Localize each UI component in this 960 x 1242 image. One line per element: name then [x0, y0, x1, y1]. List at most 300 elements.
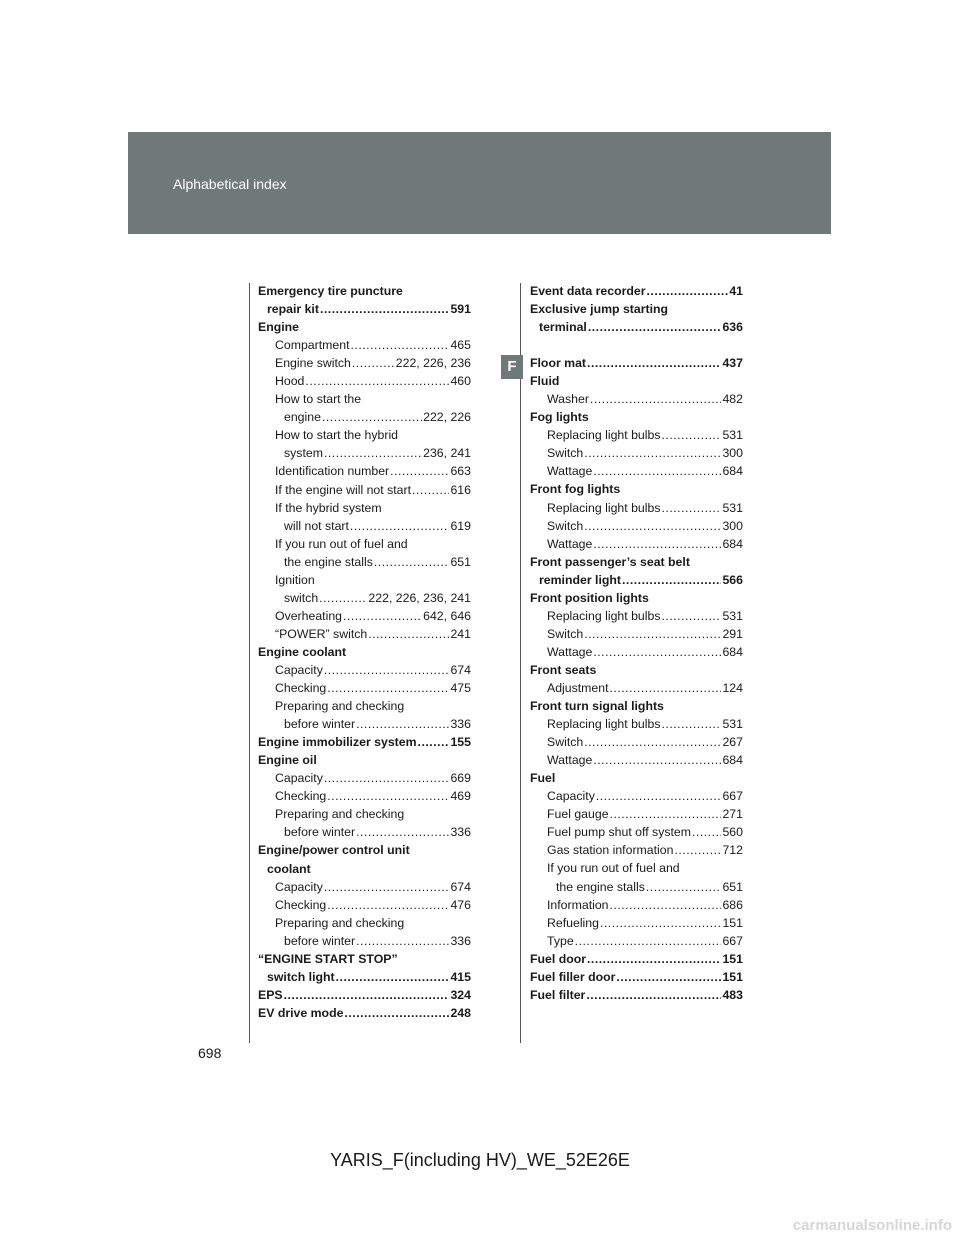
dot-leader: [610, 805, 722, 823]
entry-row: [547, 896, 743, 914]
index-entry: [258, 318, 471, 336]
dot-leader: [324, 444, 422, 462]
entry-row: [275, 408, 471, 426]
dot-leader: [584, 733, 721, 751]
index-entry: [530, 480, 743, 498]
dot-leader: [320, 300, 450, 318]
dot-leader: [368, 625, 449, 643]
entry-row: [275, 517, 471, 535]
entry-page-ref[interactable]: 476: [450, 897, 471, 912]
index-column-right: [530, 282, 743, 1004]
entry-line: If you run out of fuel and: [275, 536, 408, 551]
document-footer: YARIS_F(including HV)_WE_52E26E: [330, 1150, 630, 1170]
dot-leader: [622, 571, 721, 589]
dot-leader: [412, 481, 449, 499]
entry-row: [275, 462, 471, 480]
entry-term: Capacity: [275, 662, 323, 677]
index-subentry: [530, 896, 743, 914]
entry-term: Fuel filler door: [530, 969, 616, 984]
dot-leader: [284, 986, 450, 1004]
entry-row: [275, 679, 471, 697]
index-subentry: [530, 444, 743, 462]
dot-leader: [327, 679, 449, 697]
index-subentry: [530, 499, 743, 517]
entry-row: [258, 968, 471, 986]
index-subentry: [258, 787, 471, 805]
entry-row: [547, 390, 743, 408]
dot-leader: [352, 354, 395, 372]
entry-row: [258, 300, 471, 318]
index-entry: [530, 661, 743, 679]
entry-term: Fuel filter: [530, 987, 586, 1002]
dot-leader: [336, 968, 450, 986]
entry-term: Event data recorder: [530, 284, 646, 298]
entry-term: Washer: [547, 392, 589, 407]
entry-page-ref[interactable]: 619: [450, 518, 471, 533]
entry-term: Switch: [547, 518, 584, 533]
entry-page-ref[interactable]: 267: [722, 735, 743, 750]
dot-leader: [593, 751, 721, 769]
index-spacer: [530, 336, 743, 354]
index-entry: [530, 950, 743, 968]
entry-page-ref[interactable]: 222, 226, 236, 241: [368, 590, 471, 605]
entry-term: Switch: [547, 735, 584, 750]
page-number: 698: [198, 1045, 222, 1061]
entry-row: [530, 571, 743, 589]
entry-row: [275, 481, 471, 499]
entry-term: Engine immobilizer system: [258, 735, 417, 750]
index-entry: [258, 841, 471, 877]
index-subentry: [258, 426, 471, 462]
dot-leader: [356, 823, 449, 841]
index-subentry: [258, 336, 471, 354]
entry-row: [530, 986, 743, 1004]
entry-term: If the engine will not start: [275, 482, 412, 497]
entry-term: switch: [284, 590, 319, 605]
entry-page-ref[interactable]: 124: [722, 680, 743, 695]
entry-row: [258, 860, 471, 878]
entry-term: Capacity: [547, 789, 595, 804]
index-subentry: [258, 390, 471, 426]
entry-row: [275, 444, 471, 462]
entry-term: Hood: [275, 374, 305, 389]
entry-row: [275, 896, 471, 914]
dot-leader: [584, 625, 721, 643]
entry-term: coolant: [267, 861, 311, 876]
entry-page-ref[interactable]: 667: [722, 789, 743, 804]
entry-row: [530, 769, 743, 787]
dot-leader: [351, 336, 450, 354]
index-subentry: [530, 733, 743, 751]
entry-row: [275, 932, 471, 950]
entry-term: Fog lights: [530, 410, 589, 425]
index-subentry: [530, 643, 743, 661]
entry-row: [258, 1004, 471, 1022]
entry-page-ref[interactable]: 482: [722, 392, 743, 407]
entry-term: Front turn signal lights: [530, 699, 664, 714]
entry-row: [275, 715, 471, 733]
entry-row: [530, 480, 743, 498]
entry-page-ref[interactable]: 241: [450, 626, 471, 641]
entry-term: before winter: [284, 933, 356, 948]
section-header: [128, 132, 831, 234]
index-entry: [258, 950, 471, 986]
index-subentry: [258, 571, 471, 607]
entry-term: Engine: [258, 320, 299, 335]
entry-term: Wattage: [547, 753, 593, 768]
entry-page-ref[interactable]: 531: [722, 608, 743, 623]
index-entry: [258, 643, 471, 661]
entry-term: Refueling: [547, 915, 599, 930]
right-column-rule: [520, 283, 521, 1043]
dot-leader: [344, 1004, 449, 1022]
entry-page-ref[interactable]: 483: [722, 987, 743, 1002]
entry-page-ref[interactable]: 560: [722, 825, 743, 840]
entry-row: [258, 986, 471, 1004]
index-entry: [530, 282, 743, 300]
dot-leader: [590, 390, 722, 408]
entry-row: [547, 805, 743, 823]
entry-page-ref[interactable]: 684: [722, 753, 743, 768]
index-subentry: [258, 697, 471, 733]
entry-term: system: [284, 446, 323, 461]
entry-term: Capacity: [275, 771, 323, 786]
dot-leader: [584, 444, 721, 462]
index-subentry: [530, 517, 743, 535]
entry-row: [275, 354, 471, 372]
entry-page-ref[interactable]: 712: [722, 843, 743, 858]
entry-page-ref[interactable]: 636: [722, 320, 743, 335]
dot-leader: [350, 517, 450, 535]
dot-leader: [418, 733, 450, 751]
entry-line: Ignition: [275, 572, 315, 587]
index-subentry: [530, 607, 743, 625]
index-subentry: [258, 878, 471, 896]
entry-page-ref[interactable]: 465: [450, 338, 471, 353]
dot-leader: [575, 932, 722, 950]
entry-row: [547, 462, 743, 480]
index-subentry: [258, 462, 471, 480]
entry-page-ref[interactable]: 674: [450, 879, 471, 894]
entry-page-ref[interactable]: 291: [722, 626, 743, 641]
index-subentry: [258, 896, 471, 914]
entry-page-ref[interactable]: 437: [722, 356, 743, 371]
entry-row: [547, 444, 743, 462]
index-subentry: [258, 769, 471, 787]
entry-row: [530, 661, 743, 679]
dot-leader: [661, 426, 721, 444]
entry-row: [258, 318, 471, 336]
index-entry: [258, 751, 471, 769]
entry-row: [547, 823, 743, 841]
dot-leader: [616, 968, 721, 986]
index-subentry: [530, 823, 743, 841]
entry-page-ref[interactable]: 651: [722, 879, 743, 894]
entry-page-ref[interactable]: 155: [450, 735, 471, 750]
entry-term: Replacing light bulbs: [547, 717, 661, 732]
dot-leader: [319, 589, 367, 607]
entry-line: How to start the: [275, 392, 362, 407]
entry-row: [547, 841, 743, 859]
entry-page-ref[interactable]: 667: [722, 933, 743, 948]
index-subentry: [530, 535, 743, 553]
entry-term: before winter: [284, 717, 356, 732]
entry-page-ref[interactable]: 336: [450, 933, 471, 948]
index-subentry: [530, 859, 743, 895]
index-subentry: [530, 805, 743, 823]
entry-row: [547, 535, 743, 553]
dot-leader: [646, 878, 722, 896]
entry-page-ref[interactable]: 642, 646: [423, 608, 471, 623]
index-subentry: [530, 715, 743, 733]
entry-term: EPS: [258, 987, 283, 1002]
index-subentry: [530, 426, 743, 444]
entry-term: Capacity: [275, 879, 323, 894]
entry-row: [275, 625, 471, 643]
dot-leader: [647, 282, 729, 300]
entry-term: Engine coolant: [258, 644, 347, 659]
index-subentry: [258, 625, 471, 643]
entry-page-ref[interactable]: 300: [722, 446, 743, 461]
entry-row: [530, 950, 743, 968]
dot-leader: [692, 823, 721, 841]
entry-term: Gas station information: [547, 843, 674, 858]
index-entry: [530, 986, 743, 1004]
entry-page-ref[interactable]: 222, 226: [423, 410, 471, 425]
entry-term: Engine switch: [275, 356, 351, 371]
entry-page-ref[interactable]: 684: [722, 536, 743, 551]
entry-line: Preparing and checking: [275, 915, 405, 930]
entry-page-ref[interactable]: 616: [450, 482, 471, 497]
entry-term: the engine stalls: [284, 554, 373, 569]
entry-page-ref[interactable]: 686: [722, 897, 743, 912]
entry-term: Front fog lights: [530, 482, 621, 497]
entry-row: [530, 697, 743, 715]
entry-term: Fuel gauge: [547, 807, 609, 822]
entry-row: [530, 408, 743, 426]
entry-row: [275, 661, 471, 679]
dot-leader: [661, 715, 721, 733]
dot-leader: [305, 372, 449, 390]
entry-row: [547, 679, 743, 697]
entry-page-ref[interactable]: 531: [722, 428, 743, 443]
index-subentry: [530, 462, 743, 480]
dot-leader: [324, 878, 450, 896]
entry-term: Wattage: [547, 536, 593, 551]
index-entry: [530, 553, 743, 589]
dot-leader: [343, 607, 422, 625]
dot-leader: [356, 932, 449, 950]
dot-leader: [586, 986, 721, 1004]
entry-row: [547, 715, 743, 733]
entry-row: [530, 372, 743, 390]
entry-page-ref[interactable]: 531: [722, 500, 743, 515]
index-subentry: [258, 372, 471, 390]
entry-page-ref[interactable]: 475: [450, 681, 471, 696]
entry-term: Front seats: [530, 662, 597, 677]
dot-leader: [587, 354, 721, 372]
index-subentry: [258, 914, 471, 950]
dot-leader: [324, 661, 450, 679]
index-subentry: [258, 607, 471, 625]
entry-page-ref[interactable]: 674: [450, 662, 471, 677]
dot-leader: [390, 462, 449, 480]
entry-page-ref[interactable]: 236, 241: [423, 446, 471, 461]
entry-row: [275, 878, 471, 896]
index-entry: [258, 1004, 471, 1022]
dot-leader: [587, 950, 721, 968]
entry-page-ref[interactable]: 591: [450, 302, 471, 317]
entry-page-ref[interactable]: 248: [450, 1005, 471, 1020]
index-entry: [530, 968, 743, 986]
entry-row: [547, 751, 743, 769]
entry-page-ref[interactable]: 336: [450, 717, 471, 732]
index-subentry: [530, 679, 743, 697]
entry-term: Switch: [547, 626, 584, 641]
entry-term: switch light: [267, 969, 335, 984]
entry-page-ref[interactable]: 566: [722, 572, 743, 587]
index-entry: [258, 282, 471, 318]
entry-row: [530, 589, 743, 607]
dot-leader: [588, 318, 722, 336]
index-entry: [258, 733, 471, 751]
entry-line: If you run out of fuel and: [547, 861, 680, 876]
entry-line: “ENGINE START STOP”: [258, 951, 398, 966]
entry-page-ref[interactable]: 336: [450, 825, 471, 840]
entry-line: Front passenger’s seat belt: [530, 554, 690, 569]
entry-page-ref[interactable]: 151: [722, 969, 743, 984]
entry-term: Fluid: [530, 374, 560, 389]
entry-term: repair kit: [267, 302, 319, 317]
entry-page-ref[interactable]: 41: [729, 284, 743, 298]
entry-row: [275, 589, 471, 607]
index-subentry: [530, 625, 743, 643]
entry-term: before winter: [284, 825, 356, 840]
index-subentry: [530, 841, 743, 859]
index-subentry: [258, 481, 471, 499]
entry-row: [530, 968, 743, 986]
entry-row: [547, 733, 743, 751]
index-column-left: [258, 282, 471, 1022]
entry-page-ref[interactable]: 324: [450, 987, 471, 1002]
entry-row: [275, 553, 471, 571]
entry-row: [547, 643, 743, 661]
dot-leader: [584, 517, 721, 535]
entry-term: Wattage: [547, 464, 593, 479]
entry-page-ref[interactable]: 684: [722, 644, 743, 659]
dot-leader: [356, 715, 449, 733]
entry-row: [530, 354, 743, 372]
entry-term: EV drive mode: [258, 1005, 344, 1020]
entry-term: Wattage: [547, 644, 593, 659]
entry-page-ref[interactable]: 669: [450, 771, 471, 786]
entry-page-ref[interactable]: 460: [450, 374, 471, 389]
index-entry: [530, 372, 743, 390]
entry-term: Floor mat: [530, 356, 587, 371]
entry-term: Replacing light bulbs: [547, 500, 661, 515]
entry-term: Front position lights: [530, 590, 649, 605]
index-entry: [530, 697, 743, 715]
dot-leader: [327, 896, 449, 914]
index-entry: [258, 986, 471, 1004]
entry-page-ref[interactable]: 222, 226, 236: [395, 356, 471, 371]
entry-page-ref[interactable]: 415: [450, 969, 471, 984]
entry-term: Engine oil: [258, 753, 317, 768]
entry-row: [547, 499, 743, 517]
entry-term: will not start: [284, 518, 349, 533]
entry-term: Identification number: [275, 464, 390, 479]
entry-term: “POWER” switch: [275, 626, 368, 641]
entry-page-ref[interactable]: 271: [722, 807, 743, 822]
index-subentry: [530, 932, 743, 950]
entry-row: [275, 372, 471, 390]
entry-row: [547, 426, 743, 444]
dot-leader: [593, 535, 721, 553]
entry-term: Checking: [275, 897, 327, 912]
entry-term: Compartment: [275, 338, 350, 353]
entry-term: the engine stalls: [556, 879, 645, 894]
dot-leader: [596, 787, 722, 805]
entry-line: Exclusive jump starting: [530, 302, 669, 317]
entry-term: Information: [547, 897, 609, 912]
entry-page-ref[interactable]: 151: [722, 951, 743, 966]
dot-leader: [374, 553, 450, 571]
entry-line: If the hybrid system: [275, 500, 382, 515]
index-entry: [530, 769, 743, 787]
entry-page-ref[interactable]: 651: [450, 554, 471, 569]
entry-row: [547, 625, 743, 643]
index-entry: [530, 300, 743, 336]
entry-page-ref[interactable]: 663: [450, 464, 471, 479]
entry-page-ref[interactable]: 469: [450, 789, 471, 804]
entry-row: [275, 823, 471, 841]
entry-term: Fuel: [530, 771, 556, 786]
dot-leader: [600, 914, 722, 932]
entry-page-ref[interactable]: 531: [722, 717, 743, 732]
entry-row: [275, 607, 471, 625]
entry-term: Fuel door: [530, 951, 587, 966]
dot-leader: [610, 679, 722, 697]
left-column-rule: [249, 283, 250, 1043]
dot-leader: [661, 607, 721, 625]
dot-leader: [327, 787, 449, 805]
dot-leader: [661, 499, 721, 517]
entry-page-ref[interactable]: 151: [722, 915, 743, 930]
index-subentry: [258, 679, 471, 697]
entry-row: [547, 932, 743, 950]
entry-page-ref[interactable]: 300: [722, 518, 743, 533]
entry-term: reminder light: [539, 572, 621, 587]
index-subentry: [258, 805, 471, 841]
entry-row: [547, 878, 743, 896]
entry-row: [275, 336, 471, 354]
entry-term: Fuel pump shut off system: [547, 825, 691, 840]
index-letter-tab: F: [501, 355, 523, 379]
dot-leader: [610, 896, 722, 914]
entry-row: [258, 751, 471, 769]
entry-page-ref[interactable]: 684: [722, 464, 743, 479]
entry-line: Preparing and checking: [275, 699, 405, 714]
dot-leader: [674, 841, 721, 859]
index-subentry: [530, 787, 743, 805]
entry-term: Replacing light bulbs: [547, 608, 661, 623]
index-entry: [530, 354, 743, 372]
index-subentry: [530, 751, 743, 769]
entry-term: Replacing light bulbs: [547, 428, 661, 443]
index-entry: [530, 408, 743, 426]
entry-term: Switch: [547, 446, 584, 461]
entry-line: Emergency tire puncture: [258, 284, 403, 298]
